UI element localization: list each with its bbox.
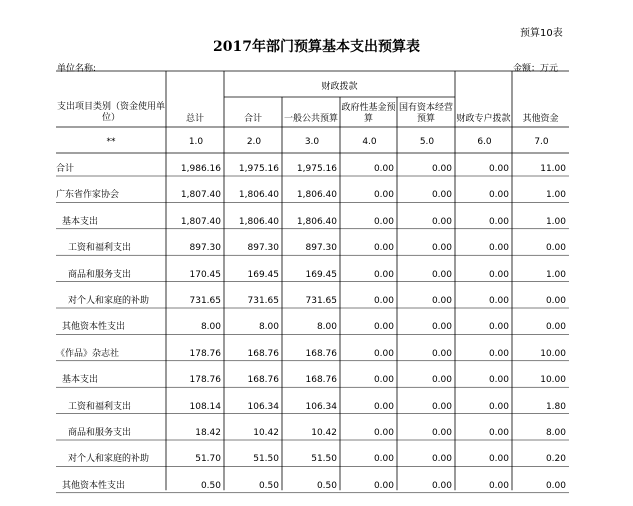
value-cell: 8.00 <box>258 322 279 333</box>
value-cell: 0.00 <box>373 243 394 254</box>
value-cell: 897.30 <box>189 243 221 254</box>
header-other-funds: 其他资金 <box>522 114 559 124</box>
value-cell: 0.00 <box>373 322 394 333</box>
value-cell: 0.00 <box>373 296 394 306</box>
value-cell: 168.76 <box>247 375 279 386</box>
value-cell: 0.00 <box>431 322 452 333</box>
value-cell: 178.76 <box>189 348 221 359</box>
row-label: 其他资本性支出 <box>62 480 126 491</box>
value-cell: 10.42 <box>311 428 337 438</box>
index-cell: 4.0 <box>362 137 377 147</box>
value-cell: 0.00 <box>545 322 566 333</box>
value-cell: 178.76 <box>189 375 221 386</box>
header-fiscal-group: 财政拨款 <box>321 82 358 92</box>
value-cell: 0.00 <box>488 296 509 306</box>
value-cell: 897.30 <box>247 243 279 254</box>
value-cell: 1,807.40 <box>180 190 221 201</box>
value-cell: 8.00 <box>545 428 566 438</box>
value-cell: 0.00 <box>488 190 509 201</box>
value-cell: 0.00 <box>431 480 452 491</box>
value-cell: 1,807.40 <box>180 216 221 227</box>
row-label: 合计 <box>56 164 75 174</box>
value-cell: 0.00 <box>431 348 452 359</box>
value-cell: 1,975.16 <box>296 164 337 174</box>
value-cell: 0.00 <box>431 190 452 201</box>
value-cell: 0.00 <box>488 164 509 174</box>
value-cell: 0.00 <box>488 243 509 254</box>
value-cell: 0.50 <box>316 480 337 491</box>
value-cell: 0.00 <box>488 269 509 280</box>
value-cell: 0.00 <box>488 216 509 227</box>
header-general-budget: 一般公共预算 <box>283 114 338 124</box>
value-cell: 1.00 <box>545 216 566 227</box>
header-category: 支出项目类别（资金使用单位） <box>56 102 165 123</box>
value-cell: 0.00 <box>488 401 509 412</box>
row-label: 对个人和家庭的补助 <box>68 296 150 306</box>
index-cell: ** <box>106 137 116 147</box>
value-cell: 0.00 <box>488 375 509 386</box>
value-cell: 731.65 <box>247 296 279 306</box>
value-cell: 168.76 <box>305 348 337 359</box>
value-cell: 169.45 <box>247 269 279 280</box>
value-cell: 8.00 <box>200 322 221 333</box>
value-cell: 731.65 <box>305 296 337 306</box>
value-cell: 1,975.16 <box>238 164 279 174</box>
value-cell: 0.00 <box>545 480 566 491</box>
value-cell: 18.42 <box>195 428 221 438</box>
value-cell: 897.30 <box>305 243 337 254</box>
value-cell: 106.34 <box>247 401 279 412</box>
header-special-account: 财政专户拨款 <box>456 114 511 124</box>
row-label: 商品和服务支出 <box>68 428 132 438</box>
value-cell: 0.00 <box>373 348 394 359</box>
value-cell: 10.00 <box>540 348 566 359</box>
index-cell: 1.0 <box>188 137 204 147</box>
row-label: 广东省作家协会 <box>56 190 120 201</box>
value-cell: 0.00 <box>431 216 452 227</box>
value-cell: 0.00 <box>373 164 394 174</box>
value-cell: 0.00 <box>431 401 452 412</box>
value-cell: 1,806.40 <box>296 216 337 227</box>
value-cell: 0.00 <box>431 243 452 254</box>
value-cell: 731.65 <box>189 296 221 306</box>
row-label: 基本支出 <box>62 216 99 227</box>
value-cell: 0.00 <box>488 348 509 359</box>
value-cell: 0.00 <box>545 243 566 254</box>
header-subtotal: 合计 <box>243 114 262 124</box>
row-label: 基本支出 <box>62 375 99 386</box>
value-cell: 0.00 <box>373 269 394 280</box>
value-cell: 0.00 <box>431 296 452 306</box>
value-cell: 0.00 <box>373 428 394 438</box>
row-label: 《作品》杂志社 <box>56 348 120 359</box>
value-cell: 8.00 <box>316 322 337 333</box>
header-state-capital: 国有资本经营预算 <box>398 103 453 124</box>
index-cell: 2.0 <box>246 137 262 147</box>
value-cell: 170.45 <box>189 269 221 280</box>
value-cell: 0.00 <box>431 164 452 174</box>
row-label: 对个人和家庭的补助 <box>68 454 150 465</box>
value-cell: 0.00 <box>431 375 452 386</box>
value-cell: 0.00 <box>373 375 394 386</box>
value-cell: 1,986.16 <box>180 164 221 174</box>
value-cell: 0.00 <box>431 428 452 438</box>
value-cell: 1,806.40 <box>296 190 337 201</box>
value-cell: 51.50 <box>253 454 279 465</box>
value-cell: 106.34 <box>305 401 337 412</box>
value-cell: 0.00 <box>488 428 509 438</box>
value-cell: 0.00 <box>373 454 394 465</box>
value-cell: 51.50 <box>311 454 337 465</box>
row-label: 商品和服务支出 <box>68 269 132 280</box>
value-cell: 10.42 <box>253 428 279 438</box>
index-cell: 7.0 <box>534 137 549 147</box>
value-cell: 1.80 <box>545 401 566 412</box>
page-title: 2017年部门预算基本支出预算表 <box>213 39 420 55</box>
value-cell: 0.50 <box>258 480 279 491</box>
index-cell: 5.0 <box>419 137 435 147</box>
value-cell: 168.76 <box>247 348 279 359</box>
value-cell: 168.76 <box>305 375 337 386</box>
value-cell: 0.50 <box>200 480 221 491</box>
index-cell: 3.0 <box>304 137 320 147</box>
value-cell: 1.00 <box>545 269 566 280</box>
value-cell: 0.00 <box>431 454 452 465</box>
row-label: 其他资本性支出 <box>62 322 126 333</box>
row-label: 工资和福利支出 <box>68 243 132 254</box>
value-cell: 1,806.40 <box>238 190 279 201</box>
value-cell: 0.00 <box>373 216 394 227</box>
table-number: 预算10表 <box>520 28 563 39</box>
value-cell: 0.00 <box>431 269 452 280</box>
value-cell: 1.00 <box>545 190 566 201</box>
value-cell: 0.00 <box>488 480 509 491</box>
value-cell: 0.20 <box>545 454 566 465</box>
value-cell: 0.00 <box>373 401 394 412</box>
value-cell: 0.00 <box>373 190 394 201</box>
header-gov-fund: 政府性基金预算 <box>341 103 396 124</box>
value-cell: 51.70 <box>195 454 221 465</box>
value-cell: 1,806.40 <box>238 216 279 227</box>
value-cell: 11.00 <box>540 164 566 174</box>
unit-name-label: 单位名称: <box>57 64 97 74</box>
amount-unit-label: 金额：万元 <box>513 64 559 74</box>
index-cell: 6.0 <box>477 137 492 147</box>
value-cell: 0.00 <box>488 454 509 465</box>
value-cell: 169.45 <box>305 269 337 280</box>
value-cell: 0.00 <box>545 296 566 306</box>
row-label: 工资和福利支出 <box>68 401 132 412</box>
value-cell: 108.14 <box>189 401 221 412</box>
header-total: 总计 <box>185 114 204 124</box>
value-cell: 0.00 <box>373 480 394 491</box>
value-cell: 10.00 <box>540 375 566 386</box>
value-cell: 0.00 <box>488 322 509 333</box>
